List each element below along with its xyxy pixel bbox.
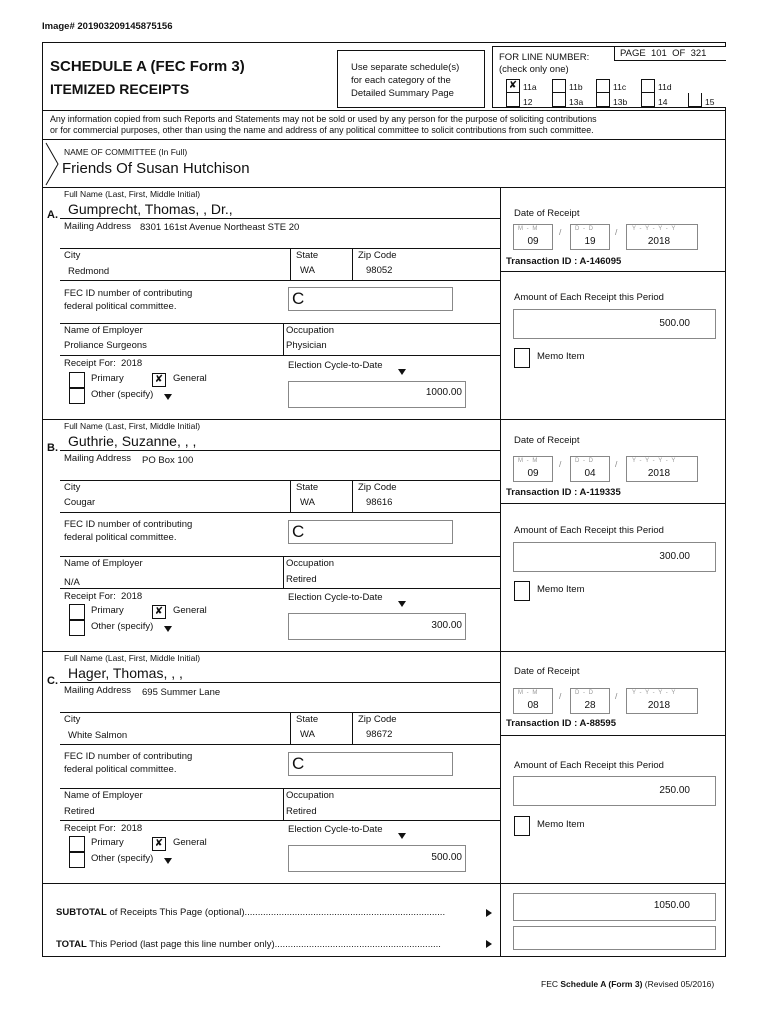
occupation: Retired [286, 806, 317, 817]
receipt-year: 2018 [121, 358, 143, 369]
receipt-for-label: Receipt For: [64, 358, 116, 369]
fec-id-prefix: C [292, 522, 305, 541]
line-11d-label: 11d [658, 82, 672, 92]
contributor-name: Gumprecht, Thomas, , Dr., [68, 201, 233, 217]
entry-letter: A. [47, 209, 58, 221]
divider [283, 788, 284, 820]
divider [60, 556, 500, 557]
committee-bracket [44, 141, 60, 187]
divider [60, 450, 500, 451]
receipt-for [64, 824, 142, 835]
fec-id-field[interactable] [288, 752, 453, 776]
fec-id-label-2: federal political committee. [64, 532, 177, 543]
memo-checkbox[interactable] [514, 581, 530, 601]
dropdown-arrow-icon[interactable] [164, 394, 172, 400]
occupation-label: Occupation [286, 790, 335, 801]
employer: N/A [64, 577, 80, 588]
line-11a-label: 11a [523, 82, 537, 92]
fec-id-label: FEC ID number of contributing [64, 288, 193, 299]
mailing-address: PO Box 100 [142, 455, 194, 466]
divider [60, 712, 500, 713]
receipt-year-value: 2018 [647, 468, 671, 479]
other-specify-label: Other (specify) [91, 389, 154, 400]
date-separator: / [615, 691, 618, 701]
divider [290, 480, 291, 512]
employer-label: Name of Employer [64, 558, 143, 569]
election-cycle-amount: 1000.00 [425, 387, 462, 398]
divider [60, 248, 500, 249]
divider [290, 712, 291, 744]
fec-id-field[interactable] [288, 287, 453, 311]
page-indicator [620, 49, 706, 60]
subtotal-description: of Receipts This Page (optional)............................................................................ [106, 907, 446, 918]
fec-id-label-2: federal political committee. [64, 764, 177, 775]
divider [500, 503, 726, 504]
transaction-id: Transaction ID : A-119335 [506, 487, 621, 498]
receipt-for-label: Receipt For: [64, 823, 116, 834]
month-hint: M - M [518, 690, 539, 696]
fec-id-label-2: federal political committee. [64, 301, 177, 312]
receipt-for-label: Receipt For: [64, 591, 116, 602]
subtotal-amount: 1050.00 [653, 900, 690, 911]
day-hint: D - D [575, 226, 594, 232]
receipt-amount: 250.00 [659, 785, 690, 796]
total-label: TOTAL [56, 939, 87, 950]
divider [42, 883, 726, 884]
mailing-address-label: Mailing Address [64, 453, 132, 464]
city: Cougar [64, 497, 96, 508]
receipt-day: 04 [584, 468, 596, 479]
transaction-id: Transaction ID : A-88595 [506, 718, 616, 729]
fec-id-prefix: C [292, 754, 305, 773]
divider [60, 788, 500, 789]
divider [60, 323, 500, 324]
primary-checkbox[interactable] [69, 372, 85, 388]
line-14-label: 14 [658, 97, 668, 107]
dropdown-arrow-icon[interactable] [164, 858, 172, 864]
receipt-month: 09 [527, 468, 539, 479]
divider [60, 280, 500, 281]
other-checkbox[interactable] [69, 620, 85, 636]
state-label: State [296, 250, 319, 261]
column-divider [500, 883, 501, 957]
instructions-line-1: Use separate schedule(s) [351, 62, 460, 73]
footer-prefix: FEC [541, 979, 561, 989]
employer-label: Name of Employer [64, 790, 143, 801]
fec-id-label: FEC ID number of contributing [64, 751, 193, 762]
page-label: PAGE [620, 48, 646, 59]
state: WA [300, 729, 315, 740]
schedule-title: SCHEDULE A (FEC Form 3) [50, 58, 245, 75]
divider [42, 139, 726, 140]
full-name-label: Full Name (Last, First, Middle Initial) [64, 189, 201, 199]
divider [60, 744, 500, 745]
amount-label: Amount of Each Receipt this Period [514, 760, 664, 771]
divider [352, 712, 353, 744]
subtotal-label: SUBTOTAL [56, 907, 107, 918]
divider [60, 682, 500, 683]
primary-checkbox[interactable] [69, 604, 85, 620]
line-11a-checkbox[interactable]: ✘ [506, 79, 520, 93]
instructions-line-3: Detailed Summary Page [351, 88, 454, 99]
mailing-address: 8301 161st Avenue Northeast STE 20 [140, 222, 300, 233]
date-of-receipt-label: Date of Receipt [514, 208, 580, 219]
general-checkbox[interactable]: ✘ [152, 837, 166, 851]
fec-id-label: FEC ID number of contributing [64, 519, 193, 530]
line-14-checkbox[interactable] [641, 93, 655, 107]
divider [60, 480, 500, 481]
day-hint: D - D [575, 690, 594, 696]
dropdown-arrow-icon[interactable] [398, 833, 406, 839]
fec-id-prefix: C [292, 289, 305, 308]
entry-letter: C. [47, 675, 58, 687]
line-15-checkbox[interactable] [688, 93, 702, 107]
date-separator: / [559, 459, 562, 469]
schedule-subtitle: ITEMIZED RECEIPTS [50, 81, 190, 97]
month-hint: M - M [518, 226, 539, 232]
year-hint: Y - Y - Y - Y [632, 226, 677, 232]
receipt-month: 09 [527, 236, 539, 247]
arrow-right-icon [486, 940, 492, 948]
committee-label: NAME OF COMMITTEE (In Full) [64, 147, 188, 157]
line-11b-label: 11b [569, 82, 583, 92]
occupation: Physician [286, 340, 327, 351]
primary-label: Primary [91, 373, 124, 384]
total-field[interactable] [513, 926, 716, 950]
column-divider [500, 187, 501, 419]
divider [60, 218, 500, 219]
primary-checkbox[interactable] [69, 836, 85, 852]
footer-revision: (Revised 05/2016) [642, 979, 715, 989]
receipt-for [64, 592, 142, 603]
other-specify-label: Other (specify) [91, 853, 154, 864]
column-divider [500, 651, 501, 883]
zip-label: Zip Code [358, 250, 397, 261]
page-total: 321 [690, 48, 707, 59]
divider [60, 512, 500, 513]
receipt-year: 2018 [121, 823, 143, 834]
zip-code: 98616 [366, 497, 393, 508]
state-label: State [296, 714, 319, 725]
divider [500, 271, 726, 272]
mailing-address: 695 Summer Lane [142, 687, 221, 698]
line-12-label: 12 [523, 97, 533, 107]
page-of-label: OF [672, 48, 686, 59]
mailing-address-label: Mailing Address [64, 685, 132, 696]
city: Redmond [68, 266, 110, 277]
line-15-label: 15 [705, 97, 715, 107]
line-13b-checkbox[interactable] [596, 93, 610, 107]
zip-code: 98052 [366, 265, 393, 276]
divider [42, 419, 726, 420]
date-separator: / [615, 459, 618, 469]
memo-checkbox[interactable] [514, 348, 530, 368]
memo-label: Memo Item [537, 584, 585, 595]
full-name-label: Full Name (Last, First, Middle Initial) [64, 421, 201, 431]
check-only-label: (check only one) [499, 64, 569, 75]
contributor-name: Guthrie, Suzanne, , , [68, 433, 197, 449]
dropdown-arrow-icon[interactable] [398, 601, 406, 607]
footer-form-name: Schedule A (Form 3) [560, 979, 643, 989]
day-hint: D - D [575, 458, 594, 464]
election-cycle-amount: 500.00 [431, 852, 462, 863]
amount-label: Amount of Each Receipt this Period [514, 292, 664, 303]
receipt-day: 28 [584, 700, 596, 711]
primary-label: Primary [91, 605, 124, 616]
entry-letter: B. [47, 442, 58, 454]
form-footer [541, 980, 714, 990]
state: WA [300, 265, 315, 276]
city-label: City [64, 250, 81, 261]
line-11b-checkbox[interactable] [552, 79, 566, 93]
line-11c-label: 11c [613, 82, 627, 92]
memo-label: Memo Item [537, 351, 585, 362]
full-name-label: Full Name (Last, First, Middle Initial) [64, 653, 201, 663]
mailing-address-label: Mailing Address [64, 221, 132, 232]
date-separator: / [559, 227, 562, 237]
election-cycle-amount: 300.00 [431, 620, 462, 631]
general-label: General [173, 605, 207, 616]
contributor-name: Hager, Thomas, , , [68, 665, 183, 681]
general-label: General [173, 837, 207, 848]
receipt-amount: 300.00 [659, 551, 690, 562]
divider [500, 735, 726, 736]
disclaimer-line-1: Any information copied from such Reports and Statements may not be sold or used by any person for the purpose of soliciting contributions [50, 114, 597, 124]
employer: Proliance Surgeons [64, 340, 147, 351]
total-description: This Period (last page this line number only)............................................................... [86, 939, 441, 950]
line-12-checkbox[interactable] [506, 93, 520, 107]
general-label: General [173, 373, 207, 384]
divider [290, 248, 291, 280]
occupation-label: Occupation [286, 325, 335, 336]
disclaimer-line-2: or for commercial purposes, other than using the name and address of any political committee to solicit contributions from such committee. [50, 125, 594, 135]
divider [283, 323, 284, 355]
date-separator: / [615, 227, 618, 237]
line-13a-label: 13a [569, 97, 584, 107]
divider [352, 248, 353, 280]
election-cycle-label: Election Cycle-to-Date [288, 592, 383, 603]
divider [42, 187, 726, 188]
total-line [56, 940, 441, 951]
date-separator: / [559, 691, 562, 701]
election-cycle-label: Election Cycle-to-Date [288, 360, 383, 371]
committee-name: Friends Of Susan Hutchison [62, 160, 250, 177]
state: WA [300, 497, 315, 508]
occupation: Retired [286, 574, 317, 585]
divider [42, 110, 726, 111]
divider [60, 588, 500, 589]
divider [352, 480, 353, 512]
occupation-label: Occupation [286, 558, 335, 569]
year-hint: Y - Y - Y - Y [632, 458, 677, 464]
dropdown-arrow-icon[interactable] [398, 369, 406, 375]
divider [283, 556, 284, 588]
other-checkbox[interactable] [69, 388, 85, 404]
receipt-month: 08 [527, 700, 539, 711]
state-label: State [296, 482, 319, 493]
zip-label: Zip Code [358, 482, 397, 493]
divider [60, 820, 500, 821]
primary-label: Primary [91, 837, 124, 848]
other-checkbox[interactable] [69, 852, 85, 868]
memo-checkbox[interactable] [514, 816, 530, 836]
divider [42, 651, 726, 652]
line-13b-label: 13b [613, 97, 628, 107]
memo-label: Memo Item [537, 819, 585, 830]
city-label: City [64, 482, 81, 493]
receipt-year: 2018 [121, 591, 143, 602]
image-id: Image# 201903209145875156 [42, 21, 173, 32]
other-specify-label: Other (specify) [91, 621, 154, 632]
receipt-year-value: 2018 [647, 700, 671, 711]
city: White Salmon [68, 730, 128, 741]
receipt-day: 19 [584, 236, 596, 247]
election-cycle-label: Election Cycle-to-Date [288, 824, 383, 835]
arrow-right-icon [486, 909, 492, 917]
zip-code: 98672 [366, 729, 393, 740]
employer-label: Name of Employer [64, 325, 143, 336]
general-checkbox[interactable]: ✘ [152, 373, 166, 387]
for-line-number-label: FOR LINE NUMBER: [499, 52, 590, 63]
date-of-receipt-label: Date of Receipt [514, 666, 580, 677]
subtotal-line [56, 908, 445, 919]
amount-label: Amount of Each Receipt this Period [514, 525, 664, 536]
fec-id-field[interactable] [288, 520, 453, 544]
city-label: City [64, 714, 81, 725]
line-13a-checkbox[interactable] [552, 93, 566, 107]
line-11c-checkbox[interactable] [596, 79, 610, 93]
date-of-receipt-label: Date of Receipt [514, 435, 580, 446]
dropdown-arrow-icon[interactable] [164, 626, 172, 632]
employer: Retired [64, 806, 95, 817]
receipt-for [64, 359, 142, 370]
zip-label: Zip Code [358, 714, 397, 725]
page-number: 101 [650, 48, 667, 59]
column-divider [500, 419, 501, 651]
instructions-line-2: for each category of the [351, 75, 451, 86]
transaction-id: Transaction ID : A-146095 [506, 256, 622, 267]
receipt-year-value: 2018 [647, 236, 671, 247]
general-checkbox[interactable]: ✘ [152, 605, 166, 619]
line-11d-checkbox[interactable] [641, 79, 655, 93]
month-hint: M - M [518, 458, 539, 464]
receipt-amount: 500.00 [659, 318, 690, 329]
year-hint: Y - Y - Y - Y [632, 690, 677, 696]
divider [60, 355, 500, 356]
